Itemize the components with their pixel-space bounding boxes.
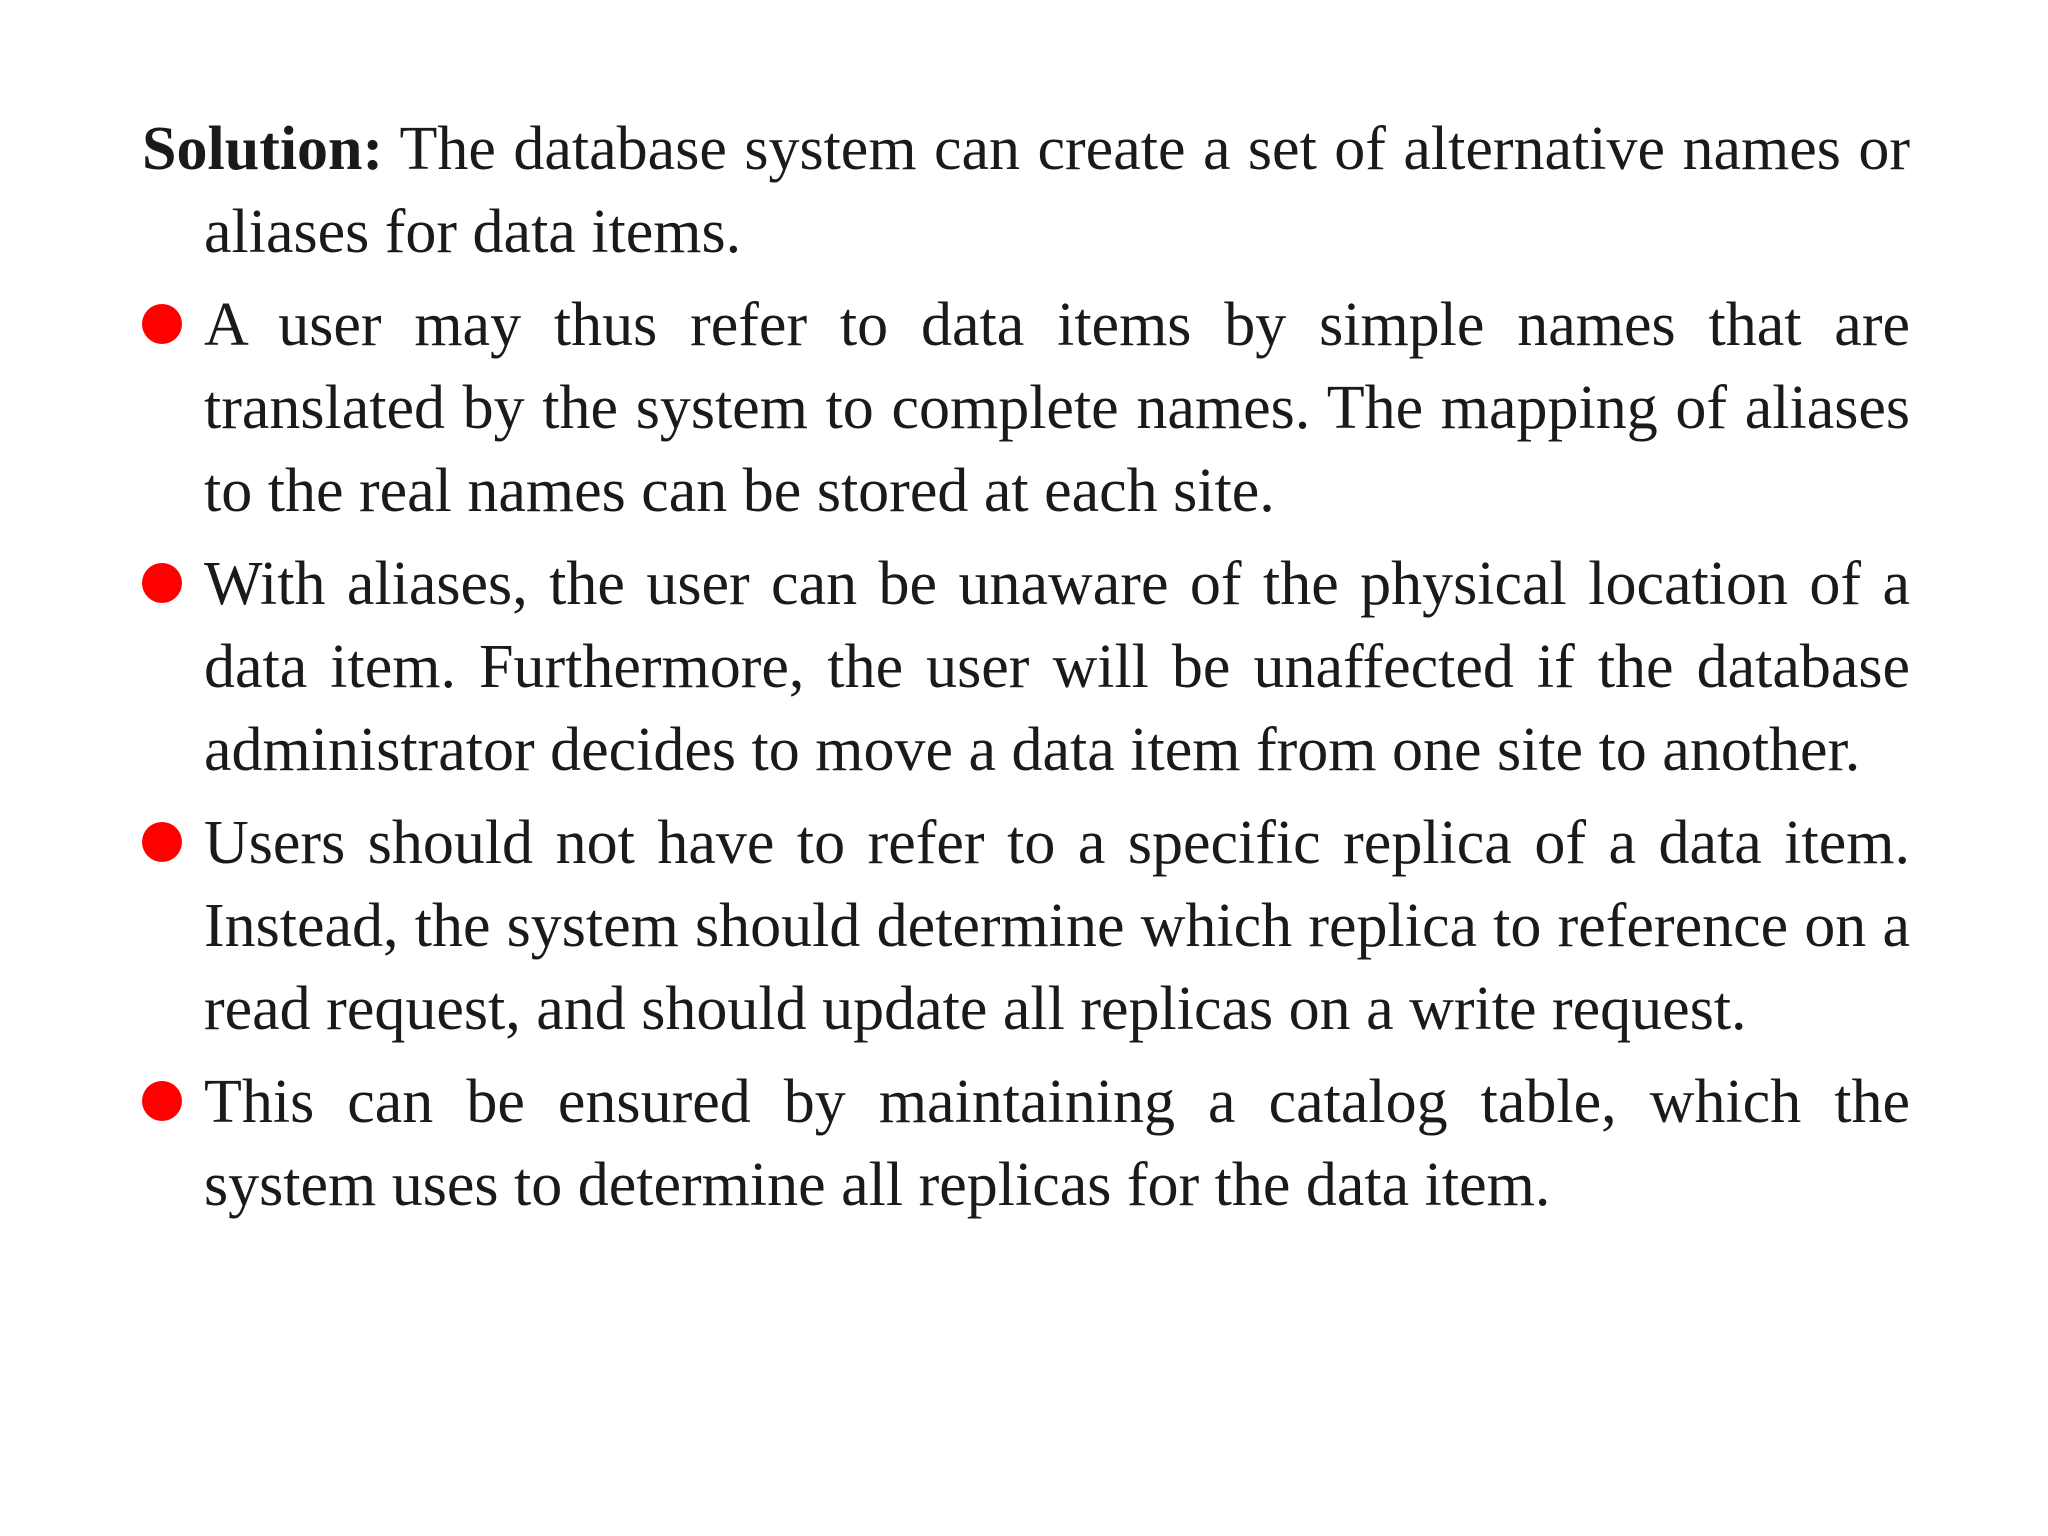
bullet-dot-icon [142, 822, 182, 862]
solution-label: Solution: [142, 115, 384, 183]
bullet-item-2 [142, 543, 1910, 792]
bullet-item-3 [142, 802, 1910, 1051]
bullet-dot-icon [142, 1081, 182, 1121]
solution-paragraph [142, 108, 1910, 274]
bullet-text: This can be ensured by maintaining a catalog table, which the system uses to determine all replicas for the data item. [204, 1068, 1910, 1219]
solution-text: The database system can create a set of alternative names or aliases for data items. [204, 115, 1910, 266]
bullet-item-4 [142, 1061, 1910, 1227]
bullet-text: A user may thus refer to data items by simple names that are translated by the system to complete names. The mapping of aliases to the real names can be stored at each site. [204, 291, 1910, 525]
bullet-text: Users should not have to refer to a specific replica of a data item. Instead, the system should determine which replica to reference on a read request, and should update all replicas on a write request. [204, 809, 1910, 1043]
slide-content [142, 108, 1910, 1237]
bullet-dot-icon [142, 304, 182, 344]
bullet-item-1 [142, 284, 1910, 533]
bullet-text: With aliases, the user can be unaware of the physical location of a data item. Furthermore, the user will be unaffected if the database administrator decides to move a data item from one site to another. [204, 550, 1910, 784]
bullet-dot-icon [142, 563, 182, 603]
